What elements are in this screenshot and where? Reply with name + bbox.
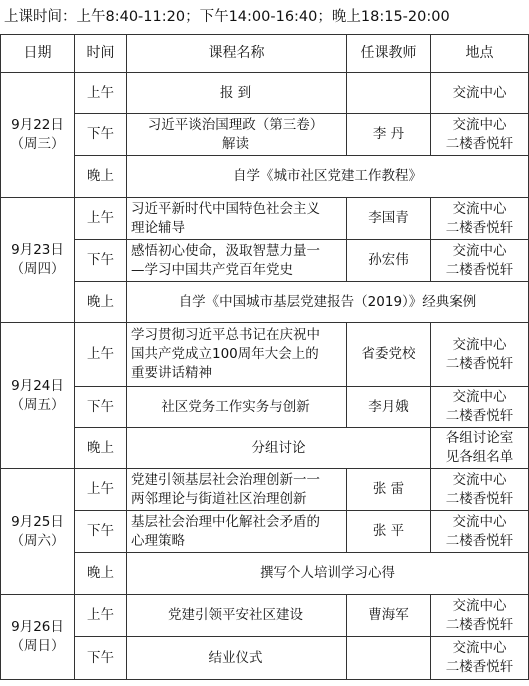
table-row [1, 387, 529, 428]
time-cell: 下午 [75, 240, 127, 282]
time-cell: 下午 [75, 387, 127, 428]
schedule-table [0, 34, 529, 680]
column-header-date: 日期 [1, 35, 75, 73]
time-cell: 晚上 [75, 282, 127, 323]
teacher-cell [347, 73, 431, 114]
course-cell: 基层社会治理中化解社会矛盾的 心理策略 [127, 511, 347, 553]
time-cell: 晚上 [75, 553, 127, 595]
table-row [1, 637, 529, 680]
time-cell: 下午 [75, 511, 127, 553]
table-row [1, 323, 529, 387]
location-cell: 交流中心 二楼香悦轩 [431, 240, 529, 282]
time-cell: 上午 [75, 469, 127, 511]
course-cell: 党建引领平安社区建设 [127, 595, 347, 637]
location-cell: 交流中心 二楼香悦轩 [431, 387, 529, 428]
time-cell: 下午 [75, 637, 127, 680]
teacher-cell: 孙宏伟 [347, 240, 431, 282]
date-cell: 9月24日 （周五） [1, 323, 75, 469]
course-cell: 感悟初心使命，汲取智慧力量一 —学习中国共产党百年党史 [127, 240, 347, 282]
course-cell-wide: 自学《中国城市基层党建报告（2019）》经典案例 [127, 282, 529, 323]
location-cell: 交流中心 二楼香悦轩 [431, 198, 529, 240]
location-cell: 交流中心 [431, 73, 529, 114]
schedule-header: 上课时间：上午8:40-11:20；下午14:00-16:40；晚上18:15-20:00 [4, 9, 450, 25]
column-header-time: 时间 [75, 35, 127, 73]
teacher-cell: 李国青 [347, 198, 431, 240]
location-cell: 交流中心 二楼香悦轩 [431, 114, 529, 156]
course-cell: 习近平谈治国理政（第三卷） 解读 [127, 114, 347, 156]
teacher-cell: 李月娥 [347, 387, 431, 428]
teacher-cell [347, 637, 431, 680]
course-cell: 习近平新时代中国特色社会主义 理论辅导 [127, 198, 347, 240]
location-cell: 交流中心 二楼香悦轩 [431, 469, 529, 511]
course-cell: 报 到 [127, 73, 347, 114]
teacher-cell: 省委党校 [347, 323, 431, 387]
time-cell: 晚上 [75, 156, 127, 198]
location-cell: 交流中心 二楼香悦轩 [431, 511, 529, 553]
table-row [1, 240, 529, 282]
time-cell: 上午 [75, 323, 127, 387]
teacher-cell: 李 丹 [347, 114, 431, 156]
location-cell: 交流中心 二楼香悦轩 [431, 637, 529, 680]
table-row [1, 73, 529, 114]
course-cell: 学习贯彻习近平总书记在庆祝中 国共产党成立100周年大会上的 重要讲话精神 [127, 323, 347, 387]
course-cell-wide: 分组讨论 [127, 428, 431, 469]
column-header-location: 地点 [431, 35, 529, 73]
time-cell: 上午 [75, 198, 127, 240]
table-row [1, 595, 529, 637]
location-cell: 各组讨论室 见各组名单 [431, 428, 529, 469]
date-cell: 9月25日 （周六） [1, 469, 75, 595]
date-cell: 9月22日 （周三） [1, 73, 75, 198]
date-cell: 9月23日 （周四） [1, 198, 75, 323]
course-cell-wide: 撰写个人培训学习心得 [127, 553, 529, 595]
teacher-cell: 曹海军 [347, 595, 431, 637]
header-row [1, 35, 529, 73]
time-cell: 上午 [75, 73, 127, 114]
date-cell: 9月26日 （周日） [1, 595, 75, 680]
table-row [1, 282, 529, 323]
course-cell: 党建引领基层社会治理创新一一 两邻理论与街道社区治理创新 [127, 469, 347, 511]
location-cell: 交流中心 二楼香悦轩 [431, 595, 529, 637]
teacher-cell: 张 平 [347, 511, 431, 553]
teacher-cell: 张 雷 [347, 469, 431, 511]
table-row [1, 511, 529, 553]
table-row [1, 114, 529, 156]
course-cell-wide: 自学《城市社区党建工作教程》 [127, 156, 529, 198]
location-cell: 交流中心 二楼香悦轩 [431, 323, 529, 387]
column-header-course: 课程名称 [127, 35, 347, 73]
course-cell: 结业仪式 [127, 637, 347, 680]
table-row [1, 156, 529, 198]
table-row [1, 469, 529, 511]
table-row [1, 553, 529, 595]
table-row [1, 198, 529, 240]
time-cell: 上午 [75, 595, 127, 637]
time-cell: 下午 [75, 114, 127, 156]
column-header-teacher: 任课教师 [347, 35, 431, 73]
time-cell: 晚上 [75, 428, 127, 469]
table-row [1, 428, 529, 469]
course-cell: 社区党务工作实务与创新 [127, 387, 347, 428]
